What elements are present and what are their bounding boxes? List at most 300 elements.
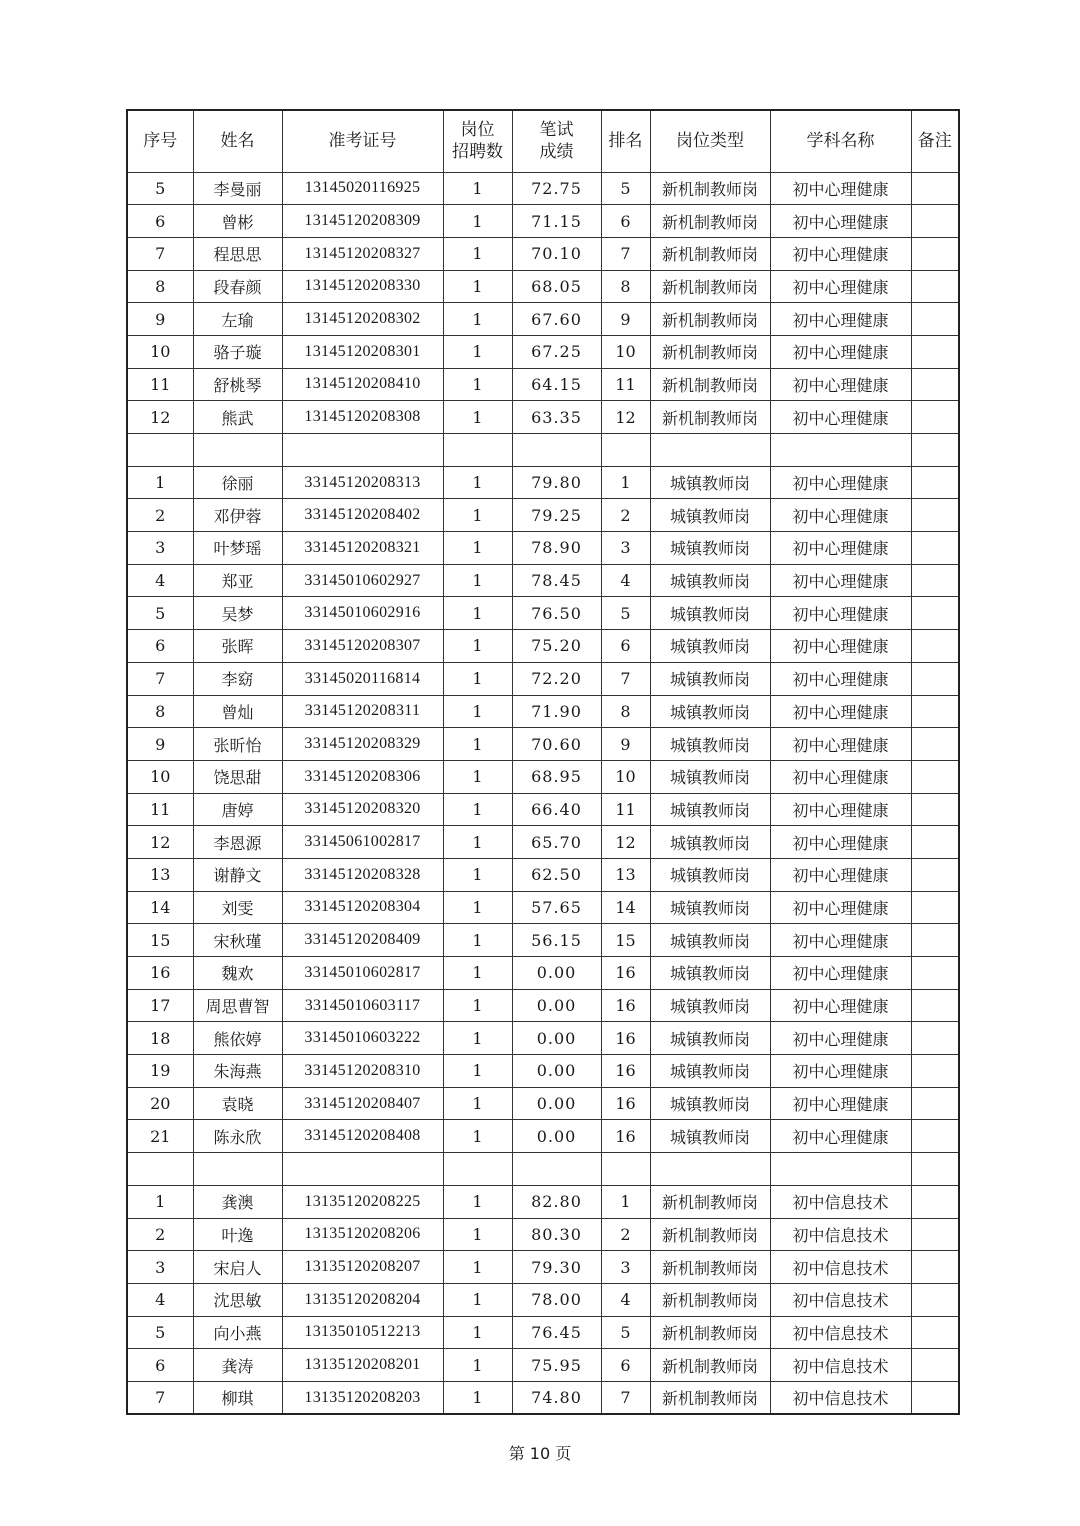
header-ticket: 准考证号	[282, 110, 443, 172]
remark-cell	[911, 564, 959, 597]
subject-cell: 初中心理健康	[770, 630, 911, 663]
post-type-cell: 城镇教师岗	[650, 957, 770, 990]
table-row	[127, 597, 959, 630]
rank-cell: 11	[601, 793, 650, 826]
subject-cell: 初中心理健康	[770, 891, 911, 924]
subject-cell: 初中心理健康	[770, 401, 911, 434]
table-row	[127, 826, 959, 859]
table-row	[127, 564, 959, 597]
quota-cell: 1	[443, 826, 512, 859]
name-cell: 龚澳	[193, 1185, 282, 1218]
table-row	[127, 172, 959, 205]
rank-cell: 14	[601, 891, 650, 924]
ticket-cell: 33145120208328	[282, 858, 443, 891]
ticket-cell: 33145061002817	[282, 826, 443, 859]
rank-cell: 12	[601, 826, 650, 859]
name-cell: 陈永欣	[193, 1120, 282, 1153]
table-row	[127, 662, 959, 695]
quota-cell: 1	[443, 303, 512, 336]
ticket-cell: 33145120208408	[282, 1120, 443, 1153]
quota-cell: 1	[443, 597, 512, 630]
header-post-type: 岗位类型	[650, 110, 770, 172]
remark-cell	[911, 858, 959, 891]
post-type-cell: 新机制教师岗	[650, 1349, 770, 1382]
score-cell: 56.15	[512, 924, 601, 957]
score-cell: 79.80	[512, 466, 601, 499]
ticket-cell: 33145120208409	[282, 924, 443, 957]
remark-cell	[911, 237, 959, 270]
ticket-cell: 33145120208304	[282, 891, 443, 924]
rank-cell: 10	[601, 335, 650, 368]
name-cell: 李曼丽	[193, 172, 282, 205]
score-cell: 71.90	[512, 695, 601, 728]
rank-cell: 6	[601, 630, 650, 663]
seq-cell: 8	[127, 270, 193, 303]
post-type-cell	[650, 1153, 770, 1186]
header-score	[512, 110, 601, 172]
post-type-cell: 新机制教师岗	[650, 270, 770, 303]
rank-cell: 16	[601, 957, 650, 990]
remark-cell	[911, 1381, 959, 1414]
subject-cell: 初中信息技术	[770, 1283, 911, 1316]
seq-cell: 6	[127, 205, 193, 238]
ticket-cell: 13145120208410	[282, 368, 443, 401]
ticket-cell: 13135120208204	[282, 1283, 443, 1316]
table-row	[127, 630, 959, 663]
table-body	[127, 172, 959, 1414]
subject-cell: 初中信息技术	[770, 1218, 911, 1251]
quota-cell: 1	[443, 662, 512, 695]
score-cell	[512, 1153, 601, 1186]
seq-cell: 8	[127, 695, 193, 728]
ticket-cell: 33145120208329	[282, 728, 443, 761]
ticket-cell: 13135120208206	[282, 1218, 443, 1251]
score-cell: 65.70	[512, 826, 601, 859]
subject-cell: 初中心理健康	[770, 728, 911, 761]
post-type-cell: 新机制教师岗	[650, 1185, 770, 1218]
header-name: 姓名	[193, 110, 282, 172]
name-cell: 宋启人	[193, 1251, 282, 1284]
remark-cell	[911, 1218, 959, 1251]
quota-cell: 1	[443, 205, 512, 238]
seq-cell: 4	[127, 1283, 193, 1316]
quota-cell: 1	[443, 335, 512, 368]
name-cell: 刘雯	[193, 891, 282, 924]
remark-cell	[911, 172, 959, 205]
ticket-cell: 33145120208407	[282, 1087, 443, 1120]
score-cell: 74.80	[512, 1381, 601, 1414]
subject-cell	[770, 1153, 911, 1186]
name-cell: 张昕怡	[193, 728, 282, 761]
seq-cell: 18	[127, 1022, 193, 1055]
remark-cell	[911, 793, 959, 826]
subject-cell: 初中心理健康	[770, 695, 911, 728]
rank-cell: 16	[601, 989, 650, 1022]
subject-cell: 初中信息技术	[770, 1185, 911, 1218]
seq-cell: 10	[127, 760, 193, 793]
rank-cell: 5	[601, 597, 650, 630]
name-cell: 段春颜	[193, 270, 282, 303]
subject-cell: 初中心理健康	[770, 303, 911, 336]
seq-cell: 17	[127, 989, 193, 1022]
ticket-cell: 13145120208301	[282, 335, 443, 368]
table-row	[127, 989, 959, 1022]
rank-cell	[601, 1153, 650, 1186]
name-cell: 曾灿	[193, 695, 282, 728]
subject-cell: 初中心理健康	[770, 1055, 911, 1088]
table-row	[127, 1055, 959, 1088]
score-cell: 66.40	[512, 793, 601, 826]
seq-cell: 11	[127, 368, 193, 401]
subject-cell: 初中心理健康	[770, 270, 911, 303]
quota-cell: 1	[443, 695, 512, 728]
name-cell: 沈思敏	[193, 1283, 282, 1316]
score-cell: 78.90	[512, 532, 601, 565]
name-cell: 邓伊蓉	[193, 499, 282, 532]
rank-cell: 16	[601, 1022, 650, 1055]
subject-cell: 初中心理健康	[770, 989, 911, 1022]
table-row	[127, 1185, 959, 1218]
seq-cell	[127, 1153, 193, 1186]
remark-cell	[911, 826, 959, 859]
post-type-cell: 新机制教师岗	[650, 401, 770, 434]
ticket-cell: 13135120208203	[282, 1381, 443, 1414]
header-row	[127, 110, 959, 172]
seq-cell: 16	[127, 957, 193, 990]
post-type-cell: 城镇教师岗	[650, 891, 770, 924]
rank-cell: 11	[601, 368, 650, 401]
quota-cell: 1	[443, 1055, 512, 1088]
score-table	[126, 109, 960, 1415]
post-type-cell: 城镇教师岗	[650, 532, 770, 565]
post-type-cell: 城镇教师岗	[650, 760, 770, 793]
ticket-cell: 33145120208310	[282, 1055, 443, 1088]
score-cell: 68.95	[512, 760, 601, 793]
quota-cell: 1	[443, 1349, 512, 1382]
rank-cell: 3	[601, 532, 650, 565]
header-subject: 学科名称	[770, 110, 911, 172]
name-cell: 唐婷	[193, 793, 282, 826]
table-row	[127, 695, 959, 728]
quota-cell: 1	[443, 172, 512, 205]
post-type-cell: 新机制教师岗	[650, 1218, 770, 1251]
remark-cell	[911, 1316, 959, 1349]
table-row	[127, 335, 959, 368]
subject-cell: 初中心理健康	[770, 1087, 911, 1120]
table-row	[127, 1381, 959, 1414]
seq-cell: 3	[127, 1251, 193, 1284]
rank-cell	[601, 434, 650, 467]
table-row	[127, 1022, 959, 1055]
subject-cell: 初中心理健康	[770, 1022, 911, 1055]
rank-cell: 2	[601, 1218, 650, 1251]
quota-cell: 1	[443, 499, 512, 532]
post-type-cell: 城镇教师岗	[650, 826, 770, 859]
table-row	[127, 957, 959, 990]
table-row	[127, 1251, 959, 1284]
ticket-cell: 13145120208309	[282, 205, 443, 238]
table-row	[127, 466, 959, 499]
subject-cell: 初中心理健康	[770, 499, 911, 532]
post-type-cell: 城镇教师岗	[650, 499, 770, 532]
subject-cell: 初中心理健康	[770, 760, 911, 793]
post-type-cell: 城镇教师岗	[650, 630, 770, 663]
name-cell: 徐丽	[193, 466, 282, 499]
post-type-cell: 新机制教师岗	[650, 303, 770, 336]
rank-cell: 7	[601, 1381, 650, 1414]
header-quota	[443, 110, 512, 172]
post-type-cell: 新机制教师岗	[650, 1381, 770, 1414]
remark-cell	[911, 662, 959, 695]
score-cell: 67.60	[512, 303, 601, 336]
ticket-cell	[282, 1153, 443, 1186]
quota-cell: 1	[443, 1218, 512, 1251]
ticket-cell: 13135120208201	[282, 1349, 443, 1382]
remark-cell	[911, 1022, 959, 1055]
post-type-cell: 城镇教师岗	[650, 728, 770, 761]
header-quota-line1: 岗位	[460, 120, 495, 141]
score-cell	[512, 434, 601, 467]
subject-cell: 初中心理健康	[770, 826, 911, 859]
score-cell: 75.95	[512, 1349, 601, 1382]
header-remark: 备注	[911, 110, 959, 172]
ticket-cell: 13145120208330	[282, 270, 443, 303]
subject-cell	[770, 434, 911, 467]
name-cell: 吴梦	[193, 597, 282, 630]
seq-cell: 9	[127, 303, 193, 336]
rank-cell: 13	[601, 858, 650, 891]
score-cell: 76.45	[512, 1316, 601, 1349]
table-row	[127, 728, 959, 761]
seq-cell: 7	[127, 237, 193, 270]
seq-cell: 15	[127, 924, 193, 957]
score-cell: 67.25	[512, 335, 601, 368]
subject-cell: 初中信息技术	[770, 1316, 911, 1349]
name-cell: 魏欢	[193, 957, 282, 990]
ticket-cell: 33145120208321	[282, 532, 443, 565]
score-cell: 62.50	[512, 858, 601, 891]
ticket-cell: 33145010602817	[282, 957, 443, 990]
seq-cell: 1	[127, 466, 193, 499]
remark-cell	[911, 1283, 959, 1316]
quota-cell: 1	[443, 1087, 512, 1120]
name-cell: 袁晓	[193, 1087, 282, 1120]
remark-cell	[911, 1153, 959, 1186]
table-row	[127, 303, 959, 336]
rank-cell: 4	[601, 1283, 650, 1316]
score-cell: 72.20	[512, 662, 601, 695]
seq-cell: 21	[127, 1120, 193, 1153]
table-row	[127, 924, 959, 957]
rank-cell: 12	[601, 401, 650, 434]
post-type-cell	[650, 434, 770, 467]
ticket-cell: 13145120208302	[282, 303, 443, 336]
score-cell: 0.00	[512, 1022, 601, 1055]
ticket-cell: 33145010602927	[282, 564, 443, 597]
name-cell: 柳琪	[193, 1381, 282, 1414]
quota-cell: 1	[443, 989, 512, 1022]
table-row	[127, 760, 959, 793]
name-cell: 程思思	[193, 237, 282, 270]
name-cell: 张晖	[193, 630, 282, 663]
post-type-cell: 新机制教师岗	[650, 368, 770, 401]
subject-cell: 初中心理健康	[770, 335, 911, 368]
post-type-cell: 城镇教师岗	[650, 793, 770, 826]
ticket-cell: 33145120208313	[282, 466, 443, 499]
post-type-cell: 城镇教师岗	[650, 1120, 770, 1153]
quota-cell: 1	[443, 760, 512, 793]
subject-cell: 初中心理健康	[770, 237, 911, 270]
remark-cell	[911, 1120, 959, 1153]
name-cell: 叶梦瑶	[193, 532, 282, 565]
quota-cell: 1	[443, 1283, 512, 1316]
seq-cell: 7	[127, 1381, 193, 1414]
seq-cell: 9	[127, 728, 193, 761]
ticket-cell: 33145010603222	[282, 1022, 443, 1055]
score-cell: 72.75	[512, 172, 601, 205]
quota-cell: 1	[443, 270, 512, 303]
post-type-cell: 城镇教师岗	[650, 989, 770, 1022]
name-cell: 李恩源	[193, 826, 282, 859]
ticket-cell: 33145120208306	[282, 760, 443, 793]
score-cell: 0.00	[512, 957, 601, 990]
header-score-line2: 成绩	[539, 142, 574, 163]
subject-cell: 初中心理健康	[770, 662, 911, 695]
post-type-cell: 新机制教师岗	[650, 1316, 770, 1349]
post-type-cell: 城镇教师岗	[650, 858, 770, 891]
post-type-cell: 城镇教师岗	[650, 1022, 770, 1055]
post-type-cell: 城镇教师岗	[650, 466, 770, 499]
score-cell: 75.20	[512, 630, 601, 663]
remark-cell	[911, 1251, 959, 1284]
subject-cell: 初中心理健康	[770, 858, 911, 891]
remark-cell	[911, 401, 959, 434]
rank-cell: 9	[601, 303, 650, 336]
table-row	[127, 793, 959, 826]
ticket-cell: 13135010512213	[282, 1316, 443, 1349]
table-row	[127, 205, 959, 238]
quota-cell: 1	[443, 1316, 512, 1349]
page-number: 第 10 页	[508, 1444, 572, 1463]
seq-cell: 2	[127, 499, 193, 532]
rank-cell: 3	[601, 1251, 650, 1284]
subject-cell: 初中心理健康	[770, 957, 911, 990]
score-cell: 79.30	[512, 1251, 601, 1284]
name-cell: 曾彬	[193, 205, 282, 238]
rank-cell: 6	[601, 1349, 650, 1382]
rank-cell: 1	[601, 466, 650, 499]
remark-cell	[911, 695, 959, 728]
ticket-cell: 13145120208308	[282, 401, 443, 434]
quota-cell: 1	[443, 728, 512, 761]
rank-cell: 5	[601, 172, 650, 205]
remark-cell	[911, 434, 959, 467]
remark-cell	[911, 924, 959, 957]
score-cell: 0.00	[512, 989, 601, 1022]
quota-cell: 1	[443, 1022, 512, 1055]
quota-cell: 1	[443, 368, 512, 401]
ticket-cell: 13145020116925	[282, 172, 443, 205]
subject-cell: 初中信息技术	[770, 1251, 911, 1284]
table-row	[127, 858, 959, 891]
table-row	[127, 532, 959, 565]
seq-cell: 1	[127, 1185, 193, 1218]
seq-cell: 11	[127, 793, 193, 826]
rank-cell: 15	[601, 924, 650, 957]
quota-cell: 1	[443, 891, 512, 924]
table-row	[127, 434, 959, 467]
remark-cell	[911, 630, 959, 663]
header-score-line1: 笔试	[539, 120, 574, 141]
ticket-cell: 33145120208320	[282, 793, 443, 826]
subject-cell: 初中心理健康	[770, 532, 911, 565]
seq-cell: 14	[127, 891, 193, 924]
post-type-cell: 新机制教师岗	[650, 172, 770, 205]
table-row	[127, 1218, 959, 1251]
name-cell	[193, 1153, 282, 1186]
rank-cell: 7	[601, 237, 650, 270]
name-cell: 朱海燕	[193, 1055, 282, 1088]
ticket-cell	[282, 434, 443, 467]
remark-cell	[911, 891, 959, 924]
name-cell	[193, 434, 282, 467]
subject-cell: 初中心理健康	[770, 924, 911, 957]
post-type-cell: 城镇教师岗	[650, 1055, 770, 1088]
table-row	[127, 237, 959, 270]
subject-cell: 初中心理健康	[770, 172, 911, 205]
remark-cell	[911, 597, 959, 630]
rank-cell: 8	[601, 270, 650, 303]
seq-cell	[127, 434, 193, 467]
header-rank: 排名	[601, 110, 650, 172]
score-cell: 79.25	[512, 499, 601, 532]
score-cell: 78.45	[512, 564, 601, 597]
post-type-cell: 新机制教师岗	[650, 237, 770, 270]
remark-cell	[911, 1185, 959, 1218]
remark-cell	[911, 270, 959, 303]
table-row	[127, 1316, 959, 1349]
remark-cell	[911, 499, 959, 532]
score-cell: 80.30	[512, 1218, 601, 1251]
quota-cell: 1	[443, 1185, 512, 1218]
rank-cell: 8	[601, 695, 650, 728]
table-row	[127, 270, 959, 303]
score-cell: 70.60	[512, 728, 601, 761]
subject-cell: 初中心理健康	[770, 1120, 911, 1153]
seq-cell: 6	[127, 630, 193, 663]
post-type-cell: 新机制教师岗	[650, 335, 770, 368]
header-quota-line2: 招聘数	[452, 142, 503, 163]
remark-cell	[911, 957, 959, 990]
subject-cell: 初中心理健康	[770, 793, 911, 826]
seq-cell: 5	[127, 172, 193, 205]
post-type-cell: 新机制教师岗	[650, 1283, 770, 1316]
rank-cell: 4	[601, 564, 650, 597]
name-cell: 熊武	[193, 401, 282, 434]
ticket-cell: 33145010603117	[282, 989, 443, 1022]
rank-cell: 9	[601, 728, 650, 761]
name-cell: 龚涛	[193, 1349, 282, 1382]
rank-cell: 16	[601, 1055, 650, 1088]
seq-cell: 13	[127, 858, 193, 891]
post-type-cell: 新机制教师岗	[650, 1251, 770, 1284]
name-cell: 左瑜	[193, 303, 282, 336]
quota-cell: 1	[443, 237, 512, 270]
score-cell: 0.00	[512, 1087, 601, 1120]
table-row	[127, 401, 959, 434]
seq-cell: 3	[127, 532, 193, 565]
remark-cell	[911, 303, 959, 336]
